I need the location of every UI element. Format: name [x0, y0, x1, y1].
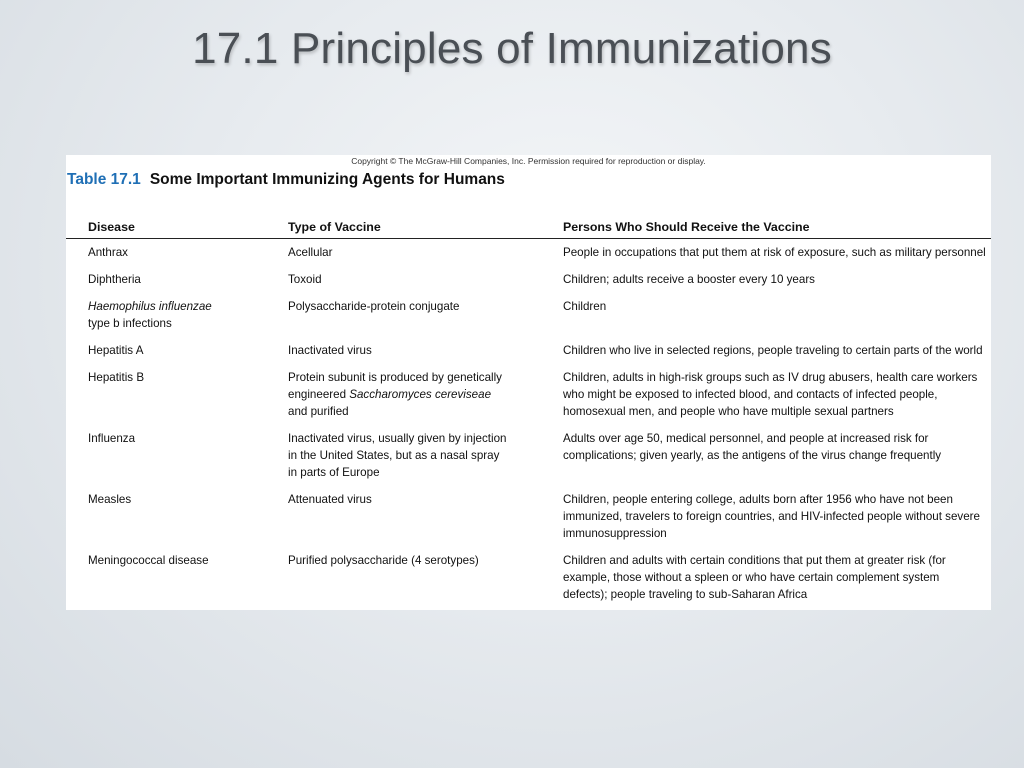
- cell-persons: Children; adults receive a booster every 10 years: [563, 273, 815, 286]
- cell-persons: Adults over age 50, medical personnel, and people at increased risk for complications; given yearly, as the antigens of the virus change frequently: [563, 432, 942, 462]
- cell-disease: Measles: [88, 493, 132, 506]
- table-row: [66, 364, 991, 425]
- table-figure: [66, 155, 991, 610]
- type-line-2-prefix: engineered: [288, 388, 350, 401]
- cell-persons: Children who live in selected regions, people traveling to certain parts of the world: [563, 344, 983, 357]
- cell-persons: People in occupations that put them at risk of exposure, such as military personnel: [563, 246, 986, 259]
- cell-disease: [66, 293, 288, 337]
- cell-persons: Children and adults with certain conditions that put them at greater risk (for example, those without a spleen or who have certain complement system defects); people traveling to sub-Saharan Africa: [563, 554, 946, 601]
- type-line-2-italic: Saccharomyces cereviseae: [349, 388, 492, 401]
- table-title: Some Important Immunizing Agents for Humans: [149, 171, 505, 188]
- cell-type: Inactivated virus: [288, 344, 372, 357]
- cell-disease: Diphtheria: [88, 273, 141, 286]
- disease-italic-name: Haemophilus influenzae: [88, 300, 212, 313]
- table-header-row: [66, 213, 991, 239]
- cell-persons: Children, people entering college, adults born after 1956 who have not been immunized, travelers to foreign countries, and HIV-infected people without severe immunosuppression: [563, 493, 980, 540]
- cell-persons: Children: [563, 300, 607, 313]
- type-line-3: and purified: [288, 405, 349, 418]
- copyright-notice: Copyright © The McGraw-Hill Companies, Inc. Permission required for reproduction or display.: [351, 156, 706, 166]
- cell-type: Attenuated virus: [288, 493, 372, 506]
- cell-type: Acellular: [288, 246, 333, 259]
- cell-disease: Hepatitis B: [88, 371, 145, 384]
- cell-disease: Anthrax: [88, 246, 128, 259]
- cell-type: Polysaccharide-protein conjugate: [288, 300, 460, 313]
- table-row: [66, 239, 991, 267]
- cell-type: [288, 364, 563, 425]
- cell-disease: Meningococcal disease: [88, 554, 209, 567]
- header-type-of-vaccine: Type of Vaccine: [288, 213, 563, 239]
- table-row: [66, 425, 991, 486]
- cell-type: Purified polysaccharide (4 serotypes): [288, 554, 479, 567]
- cell-persons: Children, adults in high-risk groups such as IV drug abusers, health care workers who might be exposed to infected blood, and contacts of infected people, homosexual men, and people who have multiple sexual partners: [563, 371, 978, 418]
- table-row: [66, 293, 991, 337]
- table-caption: [67, 171, 505, 189]
- cell-disease: Hepatitis A: [88, 344, 144, 357]
- table-number: Table 17.1: [67, 171, 141, 188]
- cell-type: Toxoid: [288, 273, 322, 286]
- cell-disease: Influenza: [88, 432, 136, 445]
- header-disease: Disease: [66, 213, 288, 239]
- header-persons: Persons Who Should Receive the Vaccine: [563, 213, 991, 239]
- slide-title: 17.1 Principles of Immunizations: [192, 24, 832, 73]
- type-line-1: Protein subunit is produced by genetically: [288, 371, 502, 384]
- vaccine-table: [66, 213, 991, 608]
- table-row: [66, 486, 991, 547]
- cell-type: Inactivated virus, usually given by injection in the United States, but as a nasal spray in parts of Europe: [288, 432, 507, 479]
- table-row: [66, 266, 991, 293]
- table-row: [66, 547, 991, 608]
- disease-suffix: type b infections: [88, 317, 172, 330]
- table-row: [66, 337, 991, 364]
